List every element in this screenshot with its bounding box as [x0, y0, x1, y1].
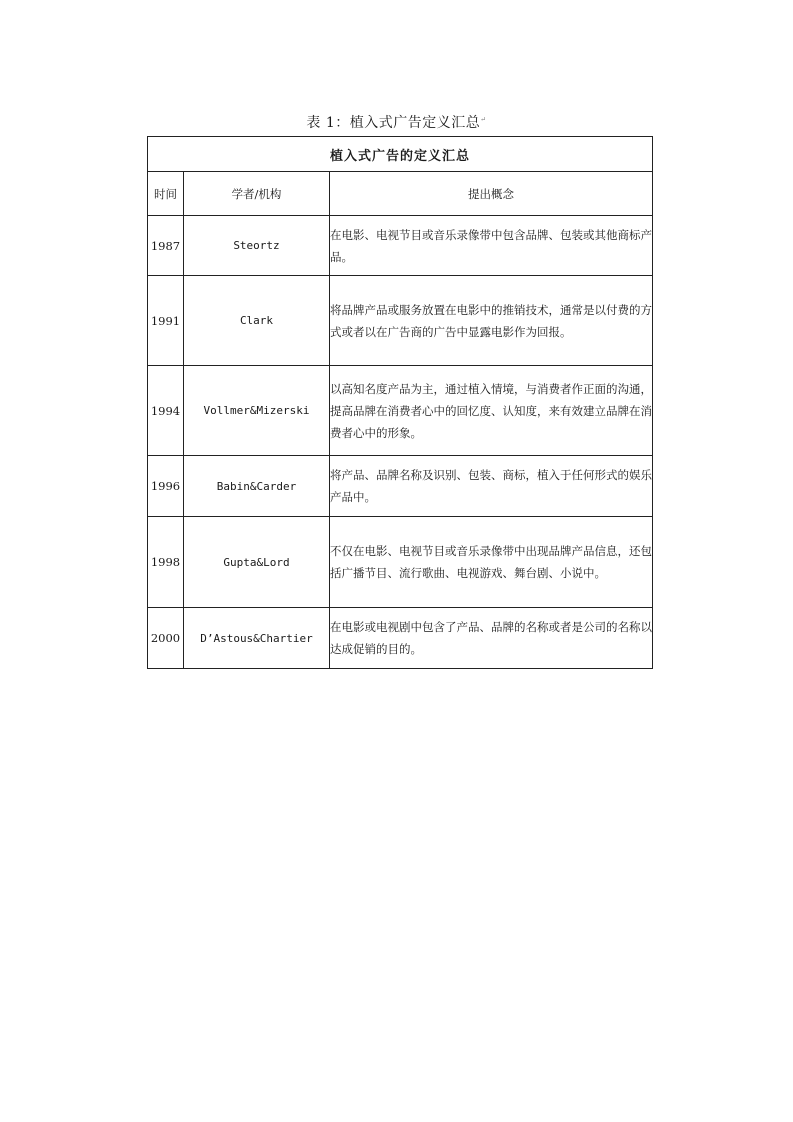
table-row	[148, 608, 653, 669]
table-row	[148, 216, 653, 276]
year-cell: 1996	[148, 456, 184, 517]
year-cell: 1991	[148, 276, 184, 366]
definition-cell: 在电影、电视节目或音乐录像带中包含品牌、包装或其他商标产品。	[330, 216, 653, 276]
table-row	[148, 517, 653, 608]
table-title: 植入式广告的定义汇总	[148, 137, 653, 172]
year-cell: 2000	[148, 608, 184, 669]
scholar-cell: Clark	[184, 276, 330, 366]
header-row	[148, 172, 653, 216]
definition-cell: 在电影或电视剧中包含了产品、品牌的名称或者是公司的名称以达成促销的目的。	[330, 608, 653, 669]
definition-cell: 以高知名度产品为主，通过植入情境，与消费者作正面的沟通，提高品牌在消费者心中的回忆度、认知度，来有效建立品牌在消费者心中的形象。	[330, 366, 653, 456]
definition-cell: 不仅在电影、电视节目或音乐录像带中出现品牌产品信息，还包括广播节目、流行歌曲、电视游戏、舞台剧、小说中。	[330, 517, 653, 608]
definition-table	[147, 136, 653, 669]
scholar-cell: Gupta&Lord	[184, 517, 330, 608]
paragraph-mark-icon: ↵	[480, 115, 487, 124]
header-scholar: 学者/机构	[184, 172, 330, 216]
table-row	[148, 276, 653, 366]
definition-cell: 将产品、品牌名称及识别、包装、商标，植入于任何形式的娱乐产品中。	[330, 456, 653, 517]
scholar-cell: Steortz	[184, 216, 330, 276]
scholar-cell: Vollmer&Mizerski	[184, 366, 330, 456]
header-year: 时间	[148, 172, 184, 216]
definition-cell: 将品牌产品或服务放置在电影中的推销技术，通常是以付费的方式或者以在广告商的广告中显露电影作为回报。	[330, 276, 653, 366]
table-row	[148, 456, 653, 517]
caption-text: 表 1：植入式广告定义汇总	[306, 115, 481, 131]
scholar-cell: D’Astous&Chartier	[184, 608, 330, 669]
year-cell: 1987	[148, 216, 184, 276]
scholar-cell: Babin&Carder	[184, 456, 330, 517]
year-cell: 1994	[148, 366, 184, 456]
header-concept: 提出概念	[330, 172, 653, 216]
table-caption	[0, 112, 793, 132]
year-cell: 1998	[148, 517, 184, 608]
table-row	[148, 366, 653, 456]
